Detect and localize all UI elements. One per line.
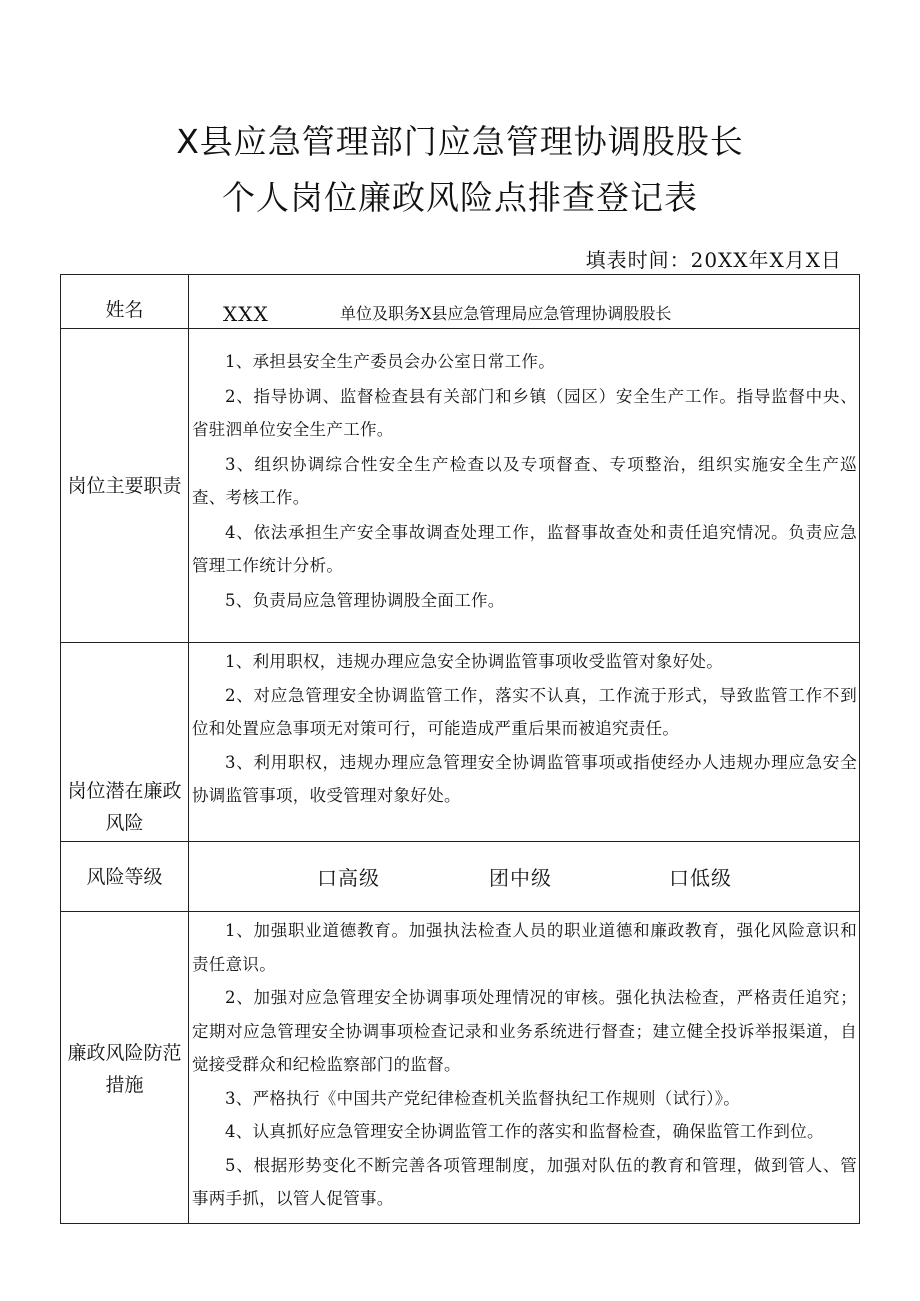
measures-label: 廉政风险防范措施 (61, 912, 189, 1224)
risk-level-cell (189, 842, 860, 912)
risks-cell (189, 643, 860, 842)
measure-item: 3、严格执行《中国共产党纪律检查机关监督执纪工作规则（试行）》。 (225, 1088, 741, 1108)
duty-item: 5、负责局应急管理协调股全面工作。 (225, 591, 505, 610)
measures-list (189, 912, 859, 1216)
level-high-option: 口高级 (317, 866, 380, 890)
fill-date: 填表时间：20XX年X月X日 (585, 248, 842, 272)
risk-level-label: 风险等级 (61, 842, 189, 912)
measure-item: 1、加强职业道德教育。加强执法检查人员的职业道德和廉政教育，强化风险意识和责任意识。 (192, 921, 857, 974)
duty-item: 2、指导协调、监督检查县有关部门和乡镇（园区）安全生产工作。指导监督中央、省驻泗单位安全生产工作。 (192, 387, 857, 439)
registration-table (60, 274, 860, 1224)
duties-row (61, 329, 860, 643)
measure-item: 5、根据形势变化不断完善各项管理制度，加强对队伍的教育和管理，做到管人、管事两手抓，以管人促管事。 (192, 1155, 857, 1208)
risk-item: 2、对应急管理安全协调监管工作，落实不认真，工作流于形式，导致监管工作不到位和处置应急事项无对策可行，可能造成严重后果而被追究责任。 (192, 685, 857, 738)
measures-row (61, 912, 860, 1224)
name-value: XXX (223, 302, 269, 326)
risk-item: 3、利用职权，违规办理应急管理安全协调监管事项或指使经办人违规办理应急安全协调监管事项，收受管理对象好处。 (192, 752, 857, 805)
measures-cell (189, 912, 860, 1224)
unit-position: 单位及职务X县应急管理局应急管理协调股股长 (340, 304, 672, 323)
risks-list (189, 643, 859, 813)
duty-item: 3、组织协调综合性安全生产检查以及专项督查、专项整治，组织实施安全生产巡查、考核工作。 (192, 455, 857, 507)
level-medium-option: 团中级 (489, 866, 552, 890)
duties-label: 岗位主要职责 (61, 329, 189, 643)
name-cell (189, 275, 860, 329)
risks-row (61, 643, 860, 842)
risk-item: 1、利用职权，违规办理应急安全协调监管事项收受监管对象好处。 (225, 652, 723, 671)
name-label: 姓名 (61, 275, 189, 329)
measure-item: 4、认真抓好应急管理安全协调监管工作的落实和监督检查，确保监管工作到位。 (225, 1122, 824, 1141)
name-row (61, 275, 860, 329)
level-low-option: 口低级 (669, 866, 732, 890)
duties-list (189, 329, 859, 617)
duty-item: 4、依法承担生产安全事故调查处理工作，监督事故查处和责任追究情况。负责应急管理工作统计分析。 (192, 523, 857, 575)
risk-level-row (61, 842, 860, 912)
document-title: X县应急管理部门应急管理协调股股长 (176, 122, 744, 161)
document-subtitle: 个人岗位廉政风险点排查登记表 (222, 178, 698, 217)
duty-item: 1、承担县安全生产委员会办公室日常工作。 (225, 352, 555, 371)
risks-label: 岗位潜在廉政风险 (61, 643, 189, 842)
duties-cell (189, 329, 860, 643)
measure-item: 2、加强对应急管理安全协调事项处理情况的审核。强化执法检查，严格责任追究；定期对应急管理安全协调事项检查记录和业务系统进行督查；建立健全投诉举报渠道，自觉接受群众和纪检监察部门的监督。 (192, 988, 857, 1074)
